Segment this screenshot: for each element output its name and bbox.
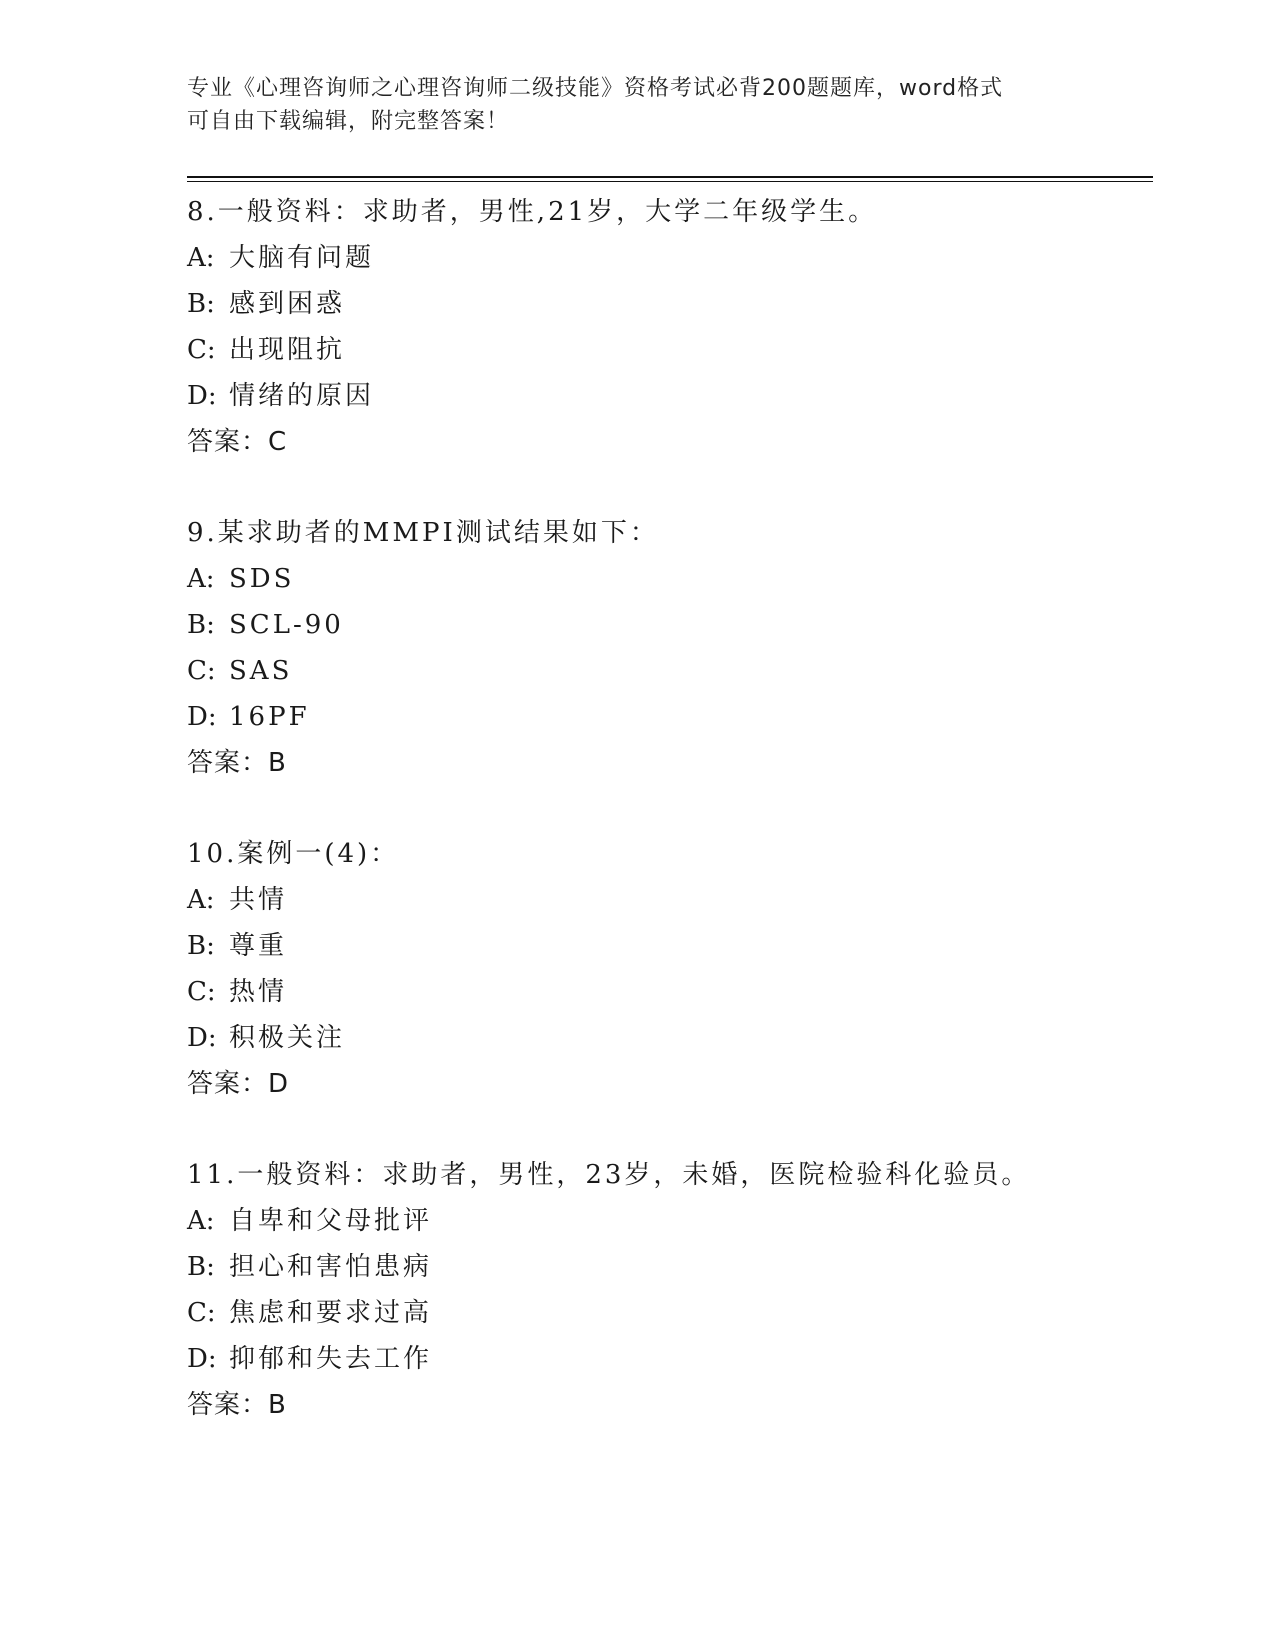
option-b <box>187 602 1153 648</box>
option-b <box>187 281 1153 327</box>
option-text: SAS <box>229 656 293 686</box>
option-c <box>187 969 1153 1015</box>
document-header <box>187 72 1087 138</box>
option-text: 情绪的原因 <box>229 381 375 411</box>
header-title-line-2: 可自由下载编辑，附完整答案！ <box>187 109 510 134</box>
question-block <box>187 510 1153 786</box>
header-title-line-1: 专业《心理咨询师之心理咨询师二级技能》资格考试必背200题题库，word格式 <box>187 76 1004 101</box>
question-block <box>187 189 1153 465</box>
option-text: 大脑有问题 <box>229 243 375 273</box>
question-list <box>187 189 1153 1473</box>
option-label: A: <box>187 885 215 915</box>
answer-line: 答案：B <box>187 1390 287 1420</box>
option-text: 担心和害怕患病 <box>229 1252 433 1282</box>
option-text: 热情 <box>229 977 288 1007</box>
question-stem: 10.案例一(4)： <box>187 839 400 869</box>
option-label: A: <box>187 564 215 594</box>
option-label: C: <box>187 977 216 1007</box>
answer-line: 答案：B <box>187 748 287 778</box>
header-divider-thick <box>187 176 1153 178</box>
option-label: B: <box>187 289 215 319</box>
question-block <box>187 1152 1153 1428</box>
question-stem: 8.一般资料：求助者，男性,21岁，大学二年级学生。 <box>187 197 878 227</box>
answer-line: 答案：D <box>187 1069 290 1099</box>
header-divider-thin <box>187 181 1153 182</box>
option-text: SDS <box>229 564 295 594</box>
option-label: D: <box>187 1023 217 1053</box>
option-label: B: <box>187 610 215 640</box>
option-label: B: <box>187 931 215 961</box>
option-b <box>187 923 1153 969</box>
option-text: 出现阻抗 <box>229 335 346 365</box>
option-text: SCL-90 <box>229 610 344 640</box>
option-text: 共情 <box>229 885 288 915</box>
option-label: B: <box>187 1252 215 1282</box>
option-text: 自卑和父母批评 <box>229 1206 433 1236</box>
option-d <box>187 1336 1153 1382</box>
option-a <box>187 556 1153 602</box>
option-c <box>187 327 1153 373</box>
option-text: 抑郁和失去工作 <box>229 1344 433 1374</box>
option-label: C: <box>187 335 216 365</box>
option-text: 尊重 <box>229 931 288 961</box>
option-d <box>187 373 1153 419</box>
option-a <box>187 877 1153 923</box>
option-label: D: <box>187 702 217 732</box>
option-c <box>187 648 1153 694</box>
option-a <box>187 235 1153 281</box>
option-c <box>187 1290 1153 1336</box>
option-text: 感到困惑 <box>229 289 346 319</box>
option-label: A: <box>187 1206 215 1236</box>
option-label: C: <box>187 1298 216 1328</box>
option-b <box>187 1244 1153 1290</box>
option-text: 16PF <box>229 702 310 732</box>
option-d <box>187 694 1153 740</box>
option-text: 焦虑和要求过高 <box>229 1298 433 1328</box>
option-label: C: <box>187 656 216 686</box>
question-stem: 11.一般资料：求助者，男性，23岁，未婚，医院检验科化验员。 <box>187 1160 1031 1190</box>
answer-line: 答案：C <box>187 427 288 457</box>
option-label: D: <box>187 1344 217 1374</box>
question-stem: 9.某求助者的MMPI测试结果如下： <box>187 518 659 548</box>
option-label: A: <box>187 243 215 273</box>
option-label: D: <box>187 381 217 411</box>
question-block <box>187 831 1153 1107</box>
option-a <box>187 1198 1153 1244</box>
option-text: 积极关注 <box>229 1023 346 1053</box>
option-d <box>187 1015 1153 1061</box>
